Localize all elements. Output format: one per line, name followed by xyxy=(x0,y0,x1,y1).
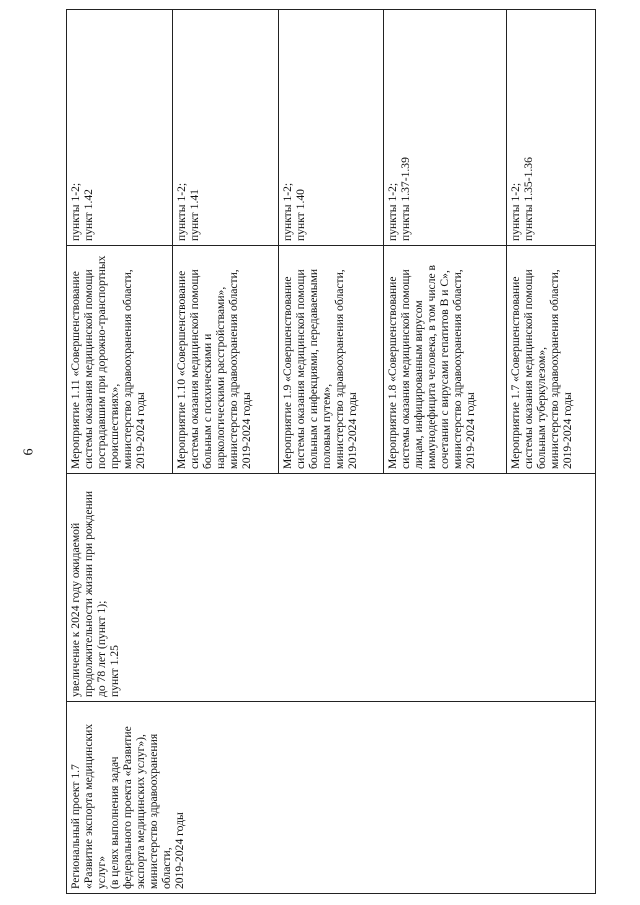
points-text: пункты 1-2; пункт 1.41 xyxy=(174,182,201,241)
indicator-text: увеличение к 2024 году ожидаемой продолжительности жизни при рождении до 78 лет (пункт 1); пункт 1.25 xyxy=(69,490,121,697)
rotated-table-frame xyxy=(66,10,596,894)
regional-project-text: Региональный проект 1.7 «Развитие экспорта медицинских услуг» (в целях выполнения задач федерального проекта «Развитие экспорта медицинских услуг»), министерство здравоохранения области, 2019-2024 годы xyxy=(69,723,186,889)
indicator-cell xyxy=(67,474,596,702)
event-cell xyxy=(384,246,506,474)
event-cell xyxy=(278,246,384,474)
points-text: пункты 1-2; пункт 1.42 xyxy=(69,182,95,241)
event-text: Мероприятие 1.9 «Совершенствование системы оказания медицинской помощи больным с инфекциями, передаваемыми половым путем», министерство здравоохранения области, 2019-2024 годы xyxy=(280,268,359,469)
event-cell xyxy=(67,246,173,474)
event-cell xyxy=(506,246,595,474)
points-text: пункты 1-2; пункт 1.40 xyxy=(280,182,307,241)
event-text: Мероприятие 1.7 «Совершенствование системы оказания медицинской помощи больным туберкулезом», министерство здравоохранения области, 2019-2024 годы xyxy=(508,269,574,469)
event-text: Мероприятие 1.10 «Совершенствование системы оказания медицинской помощи больным с психическими и наркологическими расстройствами», министерство здравоохранения области, 2019-2024 годы xyxy=(174,269,253,469)
points-cell xyxy=(172,10,278,246)
table-row xyxy=(67,10,173,894)
points-text: пункты 1-2; пункты 1.37-1.39 xyxy=(386,157,413,241)
page-number: 6 xyxy=(21,448,37,456)
points-cell xyxy=(506,10,595,246)
points-cell xyxy=(278,10,384,246)
points-cell xyxy=(67,10,173,246)
program-table xyxy=(66,9,596,894)
points-text: пункты 1-2; пункты 1.35-1.36 xyxy=(508,157,535,241)
points-cell xyxy=(384,10,506,246)
event-text: Мероприятие 1.11 «Совершенствование системы оказания медицинской помощи пострадавшим при дорожно-транспортных происшествиях», министерство здравоохранения области, 2019-2024 годы xyxy=(69,255,147,469)
event-cell xyxy=(172,246,278,474)
event-text: Мероприятие 1.8 «Совершенствование системы оказания медицинской помощи лицам, инфицированным вирусом иммунодефицита человека, в том числе в сочетании с вирусами гепатитов В и С», министерство здравоохранения области, 2019-2024 годы xyxy=(386,265,478,469)
regional-project-cell xyxy=(67,702,596,894)
